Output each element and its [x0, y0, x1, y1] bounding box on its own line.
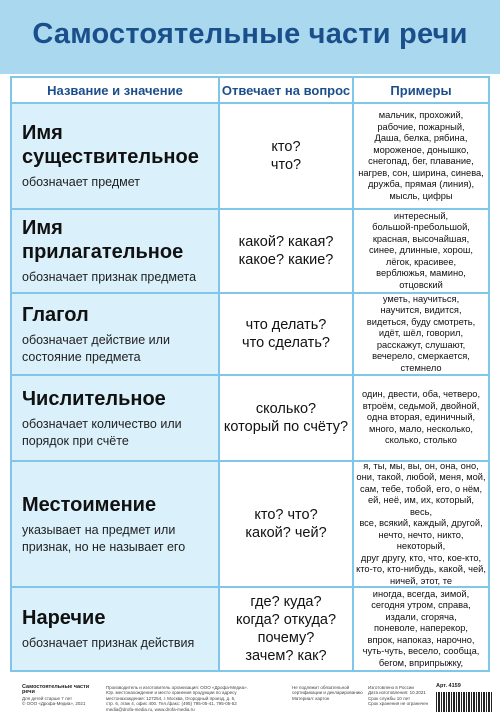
part-of-speech-name: Имя [22, 122, 63, 144]
cell-question [220, 376, 352, 460]
footer-line: местонахождения: 127254, г. Москва, Огородный проезд, д. 5, [106, 695, 236, 701]
part-of-speech-meaning: признак, но не называет его [22, 539, 186, 554]
example-line: сколько, столько [385, 435, 457, 446]
question-line: когда? откуда? [235, 612, 337, 628]
question-line: какой? чей? [245, 525, 327, 541]
cell-examples [354, 104, 488, 208]
part-of-speech-meaning: обозначает действие или [22, 332, 170, 347]
example-line: верблюжья, мамино, [376, 268, 466, 279]
page-title: Самостоятельные части речи [32, 18, 468, 50]
example-line: дружба, прямая (линия), [367, 179, 475, 189]
example-line: научится, видится, [380, 305, 462, 316]
part-of-speech-meaning: обозначает признак действия [22, 636, 195, 650]
example-line: красная, высочайшая, [372, 233, 470, 244]
example-line: сегодня утром, справа, [371, 600, 471, 611]
cell-examples [354, 462, 488, 586]
cell-examples [354, 294, 488, 374]
part-of-speech-name: Имя [22, 217, 63, 239]
footer-line: Не подлежит обязательной [292, 685, 350, 690]
question-line: сколько? [255, 401, 317, 417]
example-line: вечерело, смеркается, [372, 351, 470, 362]
example-line: бегом, вприпрыжку, [378, 657, 464, 668]
example-line: рабочие, пожарный, [377, 121, 465, 132]
part-of-speech-meaning: обозначает признак предмета [22, 270, 197, 284]
article-number: Арт. 4159 [436, 683, 461, 689]
example-line: одна вторая, единичный, [366, 412, 476, 423]
part-of-speech-name: Наречие [22, 607, 106, 629]
question-line: кто? [271, 139, 301, 155]
question-line: что сделать? [242, 335, 330, 351]
footer-certification [292, 685, 364, 701]
cell-name-meaning [12, 376, 218, 460]
question-line: зачем? как? [245, 648, 327, 664]
cell-examples [354, 210, 488, 292]
cell-question [220, 294, 352, 374]
part-of-speech-name: существительное [22, 146, 199, 168]
header-name-meaning: Название и значение [12, 78, 218, 102]
question-line: что? [270, 157, 302, 173]
example-line: я, ты, мы, вы, он, она, оно, [363, 462, 479, 471]
footer-line: media@drofa-media.ru, www.drofa-media.ru [106, 706, 195, 712]
example-line: издали, сгоряча, [385, 611, 457, 622]
footer-line: Юр. местонахождение и место хранения продукции по адресу [106, 690, 237, 696]
cell-question [220, 462, 352, 586]
footer-line: Производитель и изготовитель организация: ООО «Дрофа-Медиа». [106, 685, 248, 690]
cell-question [220, 210, 352, 292]
question-line: кто? что? [254, 507, 318, 523]
footer [0, 676, 500, 720]
footer-production [368, 685, 434, 707]
cell-name-meaning [12, 588, 218, 670]
example-line: интересный, [393, 210, 449, 221]
example-line: чуть-чуть, весело, сообща, [362, 646, 480, 657]
footer-line: Дата изготовления: 10.2021 [368, 690, 426, 696]
question-line: какой? какая? [238, 234, 334, 250]
part-of-speech-name: Числительное [22, 387, 166, 410]
part-of-speech-name: Местоимение [22, 493, 157, 516]
example-line: ничей, этот, те [389, 575, 453, 586]
example-line: снегопад, бег, плавание, [368, 156, 474, 166]
example-line: стемнело [400, 362, 442, 373]
cell-question [220, 104, 352, 208]
example-line: иногда, всегда, зимой, [372, 588, 470, 599]
barcode [436, 692, 492, 712]
example-line: видеться, буду смотреть, [366, 316, 476, 327]
example-line: они, такой, любой, меня, мой, [356, 472, 486, 483]
example-line: много, мало, несколько, [369, 423, 473, 434]
part-of-speech-meaning: состояние предмета [22, 349, 141, 364]
question-line: какое? какие? [238, 252, 334, 268]
footer-line: Для детей старше 7 лет [22, 695, 73, 701]
question-line: почему? [257, 630, 315, 646]
part-of-speech-name: Глагол [22, 303, 89, 326]
footer-manufacturer [106, 685, 286, 712]
cell-examples [354, 588, 488, 670]
example-line: большой-пребольшой, [372, 222, 470, 233]
example-line: один, двести, оба, четверо, [361, 389, 481, 400]
example-line: ей, неё, им, их, который, весь, [367, 495, 475, 517]
footer-line: сертификации и декларированию [292, 690, 363, 696]
cell-name-meaning [12, 210, 218, 292]
example-line: лёгок, красивее, [385, 256, 457, 267]
footer-product-info [22, 685, 98, 707]
footer-line: © ООО «Дрофа-Медиа», 2021 [22, 701, 86, 707]
example-line: мысль, цифры [389, 190, 453, 201]
example-line: нечто, нечто, никто, некоторый, [378, 529, 464, 552]
example-line: отцовский [399, 279, 443, 290]
example-line: синее, длинные, хорош, [369, 245, 473, 256]
question-line: где? куда? [250, 594, 322, 610]
parts-of-speech-table [10, 76, 490, 672]
footer-line: Материал: картон [292, 695, 330, 701]
part-of-speech-meaning: обозначает количество или [22, 416, 182, 431]
part-of-speech-meaning: указывает на предмет или [22, 522, 176, 537]
cell-name-meaning [12, 462, 218, 586]
footer-line: Срок хранения не ограничен [368, 701, 429, 707]
header-examples: Примеры [354, 78, 488, 102]
example-line: Даша, белка, рябина, [374, 133, 468, 143]
example-line: поневоле, наперекор, [373, 623, 469, 634]
footer-product-title: Самостоятельные части речи [22, 684, 90, 696]
part-of-speech-meaning: обозначает предмет [22, 175, 140, 189]
example-line: расскажут, слушают, [376, 339, 466, 350]
cell-name-meaning [12, 104, 218, 208]
example-line: впрок, напоказ, нарочно, [367, 634, 475, 645]
footer-line: Изготовлено в России [368, 685, 414, 690]
example-line: друг другу, кто, что, кое-кто, [360, 552, 482, 563]
header-question: Отвечает на вопрос [220, 78, 352, 102]
example-line: все, всякий, каждый, другой, [359, 518, 483, 529]
question-line: что делать? [245, 317, 327, 333]
example-line: кто-то, кто-нибудь, какой, чей, [356, 564, 486, 575]
footer-line: стр. 6, этаж 4, офис 400. Тел./факс: (495) 795-05-41, 795-05-52 [106, 701, 237, 707]
example-line: уметь, научиться, [382, 294, 460, 304]
cell-name-meaning [12, 294, 218, 374]
example-line: сам, тебе, тобой, его, о нём, [359, 483, 483, 494]
part-of-speech-name: прилагательное [22, 241, 184, 263]
example-line: втроём, седьмой, двойной, [362, 400, 480, 411]
cell-question [220, 588, 352, 670]
part-of-speech-meaning: порядок при счёте [22, 433, 129, 448]
footer-line: Срок службы 10 лет [368, 695, 411, 701]
cell-examples [354, 376, 488, 460]
example-line: идёт, шёл, говорил, [378, 328, 464, 339]
question-line: который по счёту? [223, 419, 349, 435]
example-line: нагрев, сон, ширина, синева, [358, 167, 484, 178]
example-line: мороженое, донышко, [373, 144, 469, 155]
example-line [356, 669, 486, 670]
example-line: мальчик, прохожий, [378, 110, 464, 120]
